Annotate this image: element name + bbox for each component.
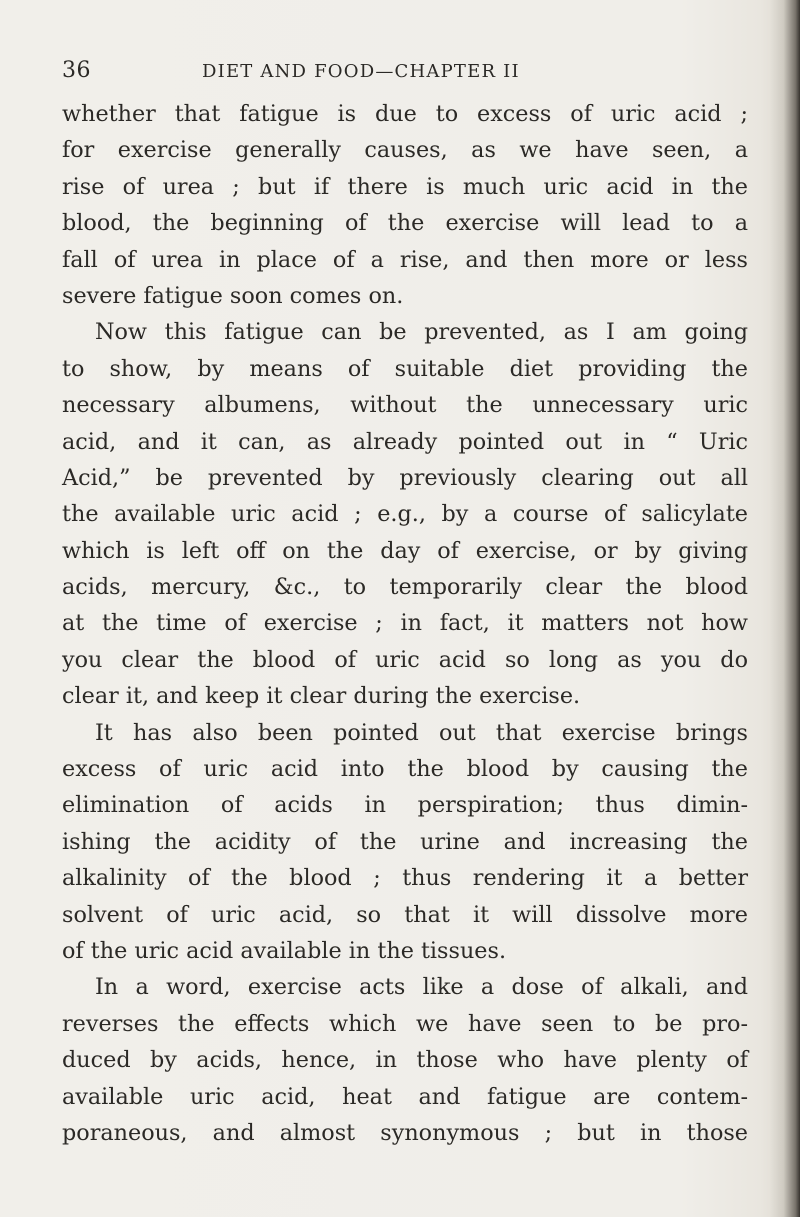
text-line: solvent of uric acid, so that it will dissolve more xyxy=(62,901,748,928)
text-line: blood, the beginning of the exercise will lead to a xyxy=(62,210,748,237)
text-line: elimination of acids in perspiration; thus dimin- xyxy=(62,792,748,819)
text-line: of the uric acid available in the tissues. xyxy=(62,937,507,964)
text-line: which is left off on the day of exercise, or by giving xyxy=(62,537,748,564)
running-head: DIET AND FOOD—CHAPTER II xyxy=(202,61,520,82)
text-line: acid, and it can, as already pointed out in “ Uric xyxy=(62,428,748,455)
page-header xyxy=(62,58,742,92)
text-line: available uric acid, heat and fatigue are contem- xyxy=(62,1083,748,1110)
text-line: the available uric acid ; e.g., by a course of salicylate xyxy=(62,501,748,528)
text-line: Now this fatigue can be prevented, as I am going xyxy=(95,319,748,346)
text-line: necessary albumens, without the unnecessary uric xyxy=(62,392,748,419)
text-line: fall of urea in place of a rise, and then more or less xyxy=(62,246,748,273)
text-line: excess of uric acid into the blood by causing the xyxy=(62,756,748,783)
text-line: clear it, and keep it clear during the exercise. xyxy=(62,683,581,710)
text-line: reverses the effects which we have seen to be pro- xyxy=(62,1010,748,1037)
text-line: you clear the blood of uric acid so long as you do xyxy=(62,646,748,673)
text-line: Acid,” be prevented by previously clearing out all xyxy=(62,464,748,491)
text-line: whether that fatigue is due to excess of uric acid ; xyxy=(62,101,748,127)
text-line: poraneous, and almost synonymous ; but in those xyxy=(62,1119,748,1146)
text-line: for exercise generally causes, as we have seen, a xyxy=(62,137,748,164)
text-line: to show, by means of suitable diet providing the xyxy=(62,355,748,382)
text-line: severe fatigue soon comes on. xyxy=(62,282,404,309)
page-edge-shadow xyxy=(770,0,800,1217)
text-line: It has also been pointed out that exercise brings xyxy=(95,719,748,746)
text-line: ishing the acidity of the urine and increasing the xyxy=(62,828,748,855)
page-number: 36 xyxy=(62,58,91,83)
text-line: duced by acids, hence, in those who have plenty of xyxy=(62,1047,748,1074)
text-line: alkalinity of the blood ; thus rendering it a better xyxy=(62,865,748,892)
body-text xyxy=(62,96,748,1151)
text-line: acids, mercury, &c., to temporarily clear the blood xyxy=(62,574,748,601)
text-line: at the time of exercise ; in fact, it matters not how xyxy=(62,610,748,637)
text-line: In a word, exercise acts like a dose of alkali, and xyxy=(95,974,748,1001)
text-line: rise of urea ; but if there is much uric acid in the xyxy=(62,173,748,200)
